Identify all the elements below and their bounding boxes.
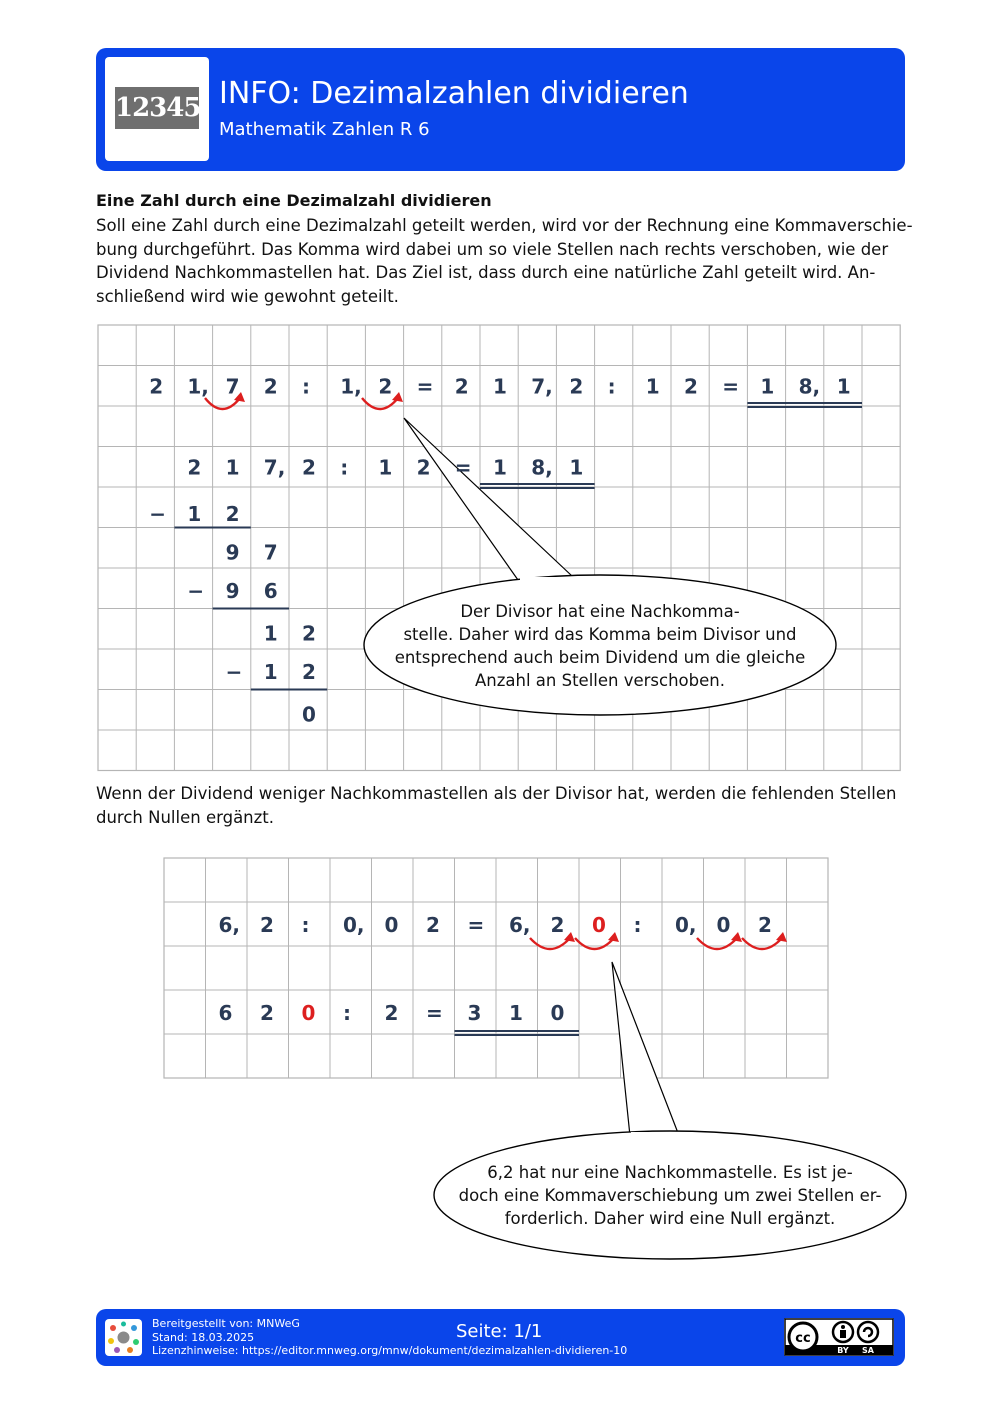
grid1-div-cell: 1 [263, 660, 278, 684]
grid1-div-cell: 6 [263, 579, 278, 603]
grid1-row1-cell: 1, [340, 374, 362, 399]
svg-text:cc: cc [795, 1331, 811, 1346]
grid2-row1-cell: 0, [343, 913, 365, 937]
section-title: Eine Zahl durch eine Dezimalzahl dividieren [96, 191, 492, 210]
grid1-div-cell: 1 [187, 502, 202, 526]
bubble1-text [380, 600, 820, 692]
intro-line-1: Soll eine Zahl durch eine Dezimalzahl geteilt werden, wird vor der Rechnung eine Kommaverschie- [96, 216, 913, 235]
footer-banner [96, 1309, 905, 1366]
grid1-row1-cell: 2 [684, 374, 698, 399]
grid2-row1-cell: 0 [592, 913, 606, 937]
grid1-row1-cell: 8, [798, 374, 821, 399]
bubble1-line-2: stelle. Daher wird das Komma beim Divisor und [403, 625, 797, 644]
shift-arrow-dividend-2 [575, 938, 614, 949]
shift-arrow-dividend-1 [530, 938, 570, 949]
grid1-row1-cell: 1 [645, 374, 660, 399]
grid2-row3-cell: 0 [301, 1001, 316, 1025]
grid1-row1-cell: = [416, 374, 434, 399]
grid1-div-cell: 0 [302, 702, 316, 727]
footer-provided-by: Bereitgestellt von: MNWeG [152, 1317, 300, 1330]
grid1-row1-cell: 1 [836, 374, 851, 399]
grid2-row1-cell: 0 [716, 913, 731, 937]
grid2-row3-cell: 1 [509, 1001, 523, 1025]
bubble2-text [440, 1161, 900, 1230]
grid1-row3-cell: 7, [263, 455, 286, 480]
grid1-row3-cell: = [454, 455, 472, 480]
footer-info [152, 1317, 627, 1358]
grid1-row1-cell: 2 [149, 374, 164, 399]
worksheet-number: 12345 [115, 87, 199, 129]
page-number: Seite: 1/1 [456, 1321, 543, 1342]
grid1-div-cell: 1 [263, 621, 278, 646]
shift-arrow-divisor-2 [742, 938, 782, 949]
grid1-row3-cell: 1 [378, 455, 393, 480]
svg-text:BY: BY [837, 1346, 849, 1355]
shift-arrow-dividend-1-arrowhead [564, 932, 575, 942]
grid2-row3-cell: : [343, 1001, 351, 1025]
grid2-row3-cell: 2 [384, 1001, 399, 1025]
grid2-row3-cell: 2 [260, 1001, 274, 1025]
grid2-row1-cell: : [633, 913, 642, 937]
grid1-div-cell: 9 [225, 540, 240, 565]
mnweg-logo [105, 1319, 142, 1356]
grid2-row1-cell: : [301, 913, 310, 937]
grid1-row3-cell: : [340, 455, 349, 480]
cc-license-icon [784, 1318, 894, 1356]
intro-line-3: Dividend Nachkommastellen hat. Das Ziel ist, dass durch eine natürliche Zahl geteilt wird. An- [96, 263, 876, 282]
grid1-row3-cell: 2 [187, 455, 202, 480]
shift-arrow-divisor-1-arrowhead [731, 932, 742, 942]
grid2-row1-cell: = [467, 913, 485, 937]
grid2-digits [219, 913, 772, 1025]
grid1-div-cell: 2 [302, 621, 316, 646]
grid1-row3-cell: 1 [569, 455, 584, 480]
page-title: INFO: Dezimalzahlen dividieren [219, 76, 689, 111]
shift-arrow-dividend-2-arrowhead [608, 932, 619, 942]
cc-by-sa-badge[interactable] [784, 1318, 894, 1356]
grid1-row1-cell: 2 [378, 374, 393, 399]
grid2-row1-cell: 6, [509, 913, 531, 937]
grid1-row1-cell: = [722, 374, 739, 399]
grid1-row1-cell: 2 [569, 374, 584, 399]
bubble1-line-1: Der Divisor hat eine Nachkomma- [460, 602, 740, 621]
grid1-row3-cell: 8, [531, 455, 553, 480]
grid1-row1-cell: 1 [760, 374, 775, 399]
network-logo-icon [105, 1319, 142, 1356]
bubble2-pointer [612, 962, 678, 1136]
bubble2-line-1: 6,2 hat nur eine Nachkommastelle. Es ist je- [487, 1163, 853, 1182]
grid2-row1-cell: 2 [260, 913, 274, 937]
grid1-div-cell: 9 [225, 579, 240, 603]
shift-arrow-divisor-2-arrowhead [776, 932, 787, 942]
grid2-row1-cell: 2 [550, 913, 565, 937]
bubble1-line-4: Anzahl an Stellen verschoben. [475, 671, 725, 690]
grid2-row1-cell: 2 [758, 913, 772, 937]
grid1-row1-cell: 1, [187, 374, 209, 399]
grid2-row1-cell: 6, [218, 913, 241, 937]
page-subtitle: Mathematik Zahlen R 6 [219, 119, 430, 140]
grid1-row1-cell: 2 [454, 374, 469, 399]
grid1-div-cell: − [149, 502, 166, 526]
grid1-row3-cell: 1 [225, 455, 240, 480]
grid2-row3-cell: 3 [467, 1001, 482, 1025]
grid2-row3-cell: 0 [550, 1001, 565, 1025]
grid2-row3-cell: 6 [218, 1001, 233, 1025]
grid1-div-cell: − [187, 579, 205, 603]
bubble2-line-3: forderlich. Daher wird eine Null ergänzt. [504, 1209, 836, 1228]
grid1-row1-cell: 1 [493, 374, 507, 399]
grid1-row1-cell: 7 [225, 374, 240, 399]
bubble1-line-3: entsprechend auch beim Dividend um die gleiche [394, 648, 806, 667]
grid1-row1-cell: : [302, 374, 310, 399]
grid2-row1-cell: 2 [426, 913, 440, 937]
grid2-row3-cell: = [426, 1001, 443, 1025]
shift-arrow-divisor-arrowhead [392, 392, 403, 402]
grid2-row1-cell: 0, [675, 913, 697, 937]
bubble1-pointer [404, 418, 572, 580]
grid1-row3-cell: 2 [416, 455, 431, 480]
grid1-div-cell: 2 [302, 660, 316, 684]
grid1-div-cell: 7 [263, 540, 278, 565]
grid1-row1-cell: 2 [263, 374, 278, 399]
middle-line-1: Wenn der Dividend weniger Nachkommastellen als der Divisor hat, werden die fehlenden Stellen [96, 784, 897, 803]
footer-license-link[interactable]: Lizenzhinweise: https://editor.mnweg.org/mnw/dokument/dezimalzahlen-dividieren-10 [152, 1344, 628, 1357]
middle-line-2: durch Nullen ergänzt. [96, 807, 275, 827]
intro-line-4: schließend wird wie gewohnt geteilt. [96, 286, 399, 306]
bubble2-line-2: doch eine Kommaverschiebung um zwei Stellen er- [458, 1186, 882, 1205]
grid2-row1-cell: 0 [384, 913, 399, 937]
footer-date: Stand: 18.03.2025 [152, 1330, 255, 1344]
grid1-row3-cell: 2 [302, 455, 316, 480]
grid1-row1-cell: : [607, 374, 616, 399]
grid1-row3-cell: 1 [493, 455, 507, 480]
grid2-lines [164, 858, 828, 1078]
grid1-div-cell: − [225, 660, 243, 684]
svg-text:SA: SA [862, 1346, 874, 1355]
grid1-row1-cell: 7, [531, 374, 553, 399]
intro-line-2: bung durchgeführt. Das Komma wird dabei um so viele Stellen nach rechts verschoben, wie der [96, 239, 889, 259]
grid1-div-cell: 2 [225, 502, 240, 526]
